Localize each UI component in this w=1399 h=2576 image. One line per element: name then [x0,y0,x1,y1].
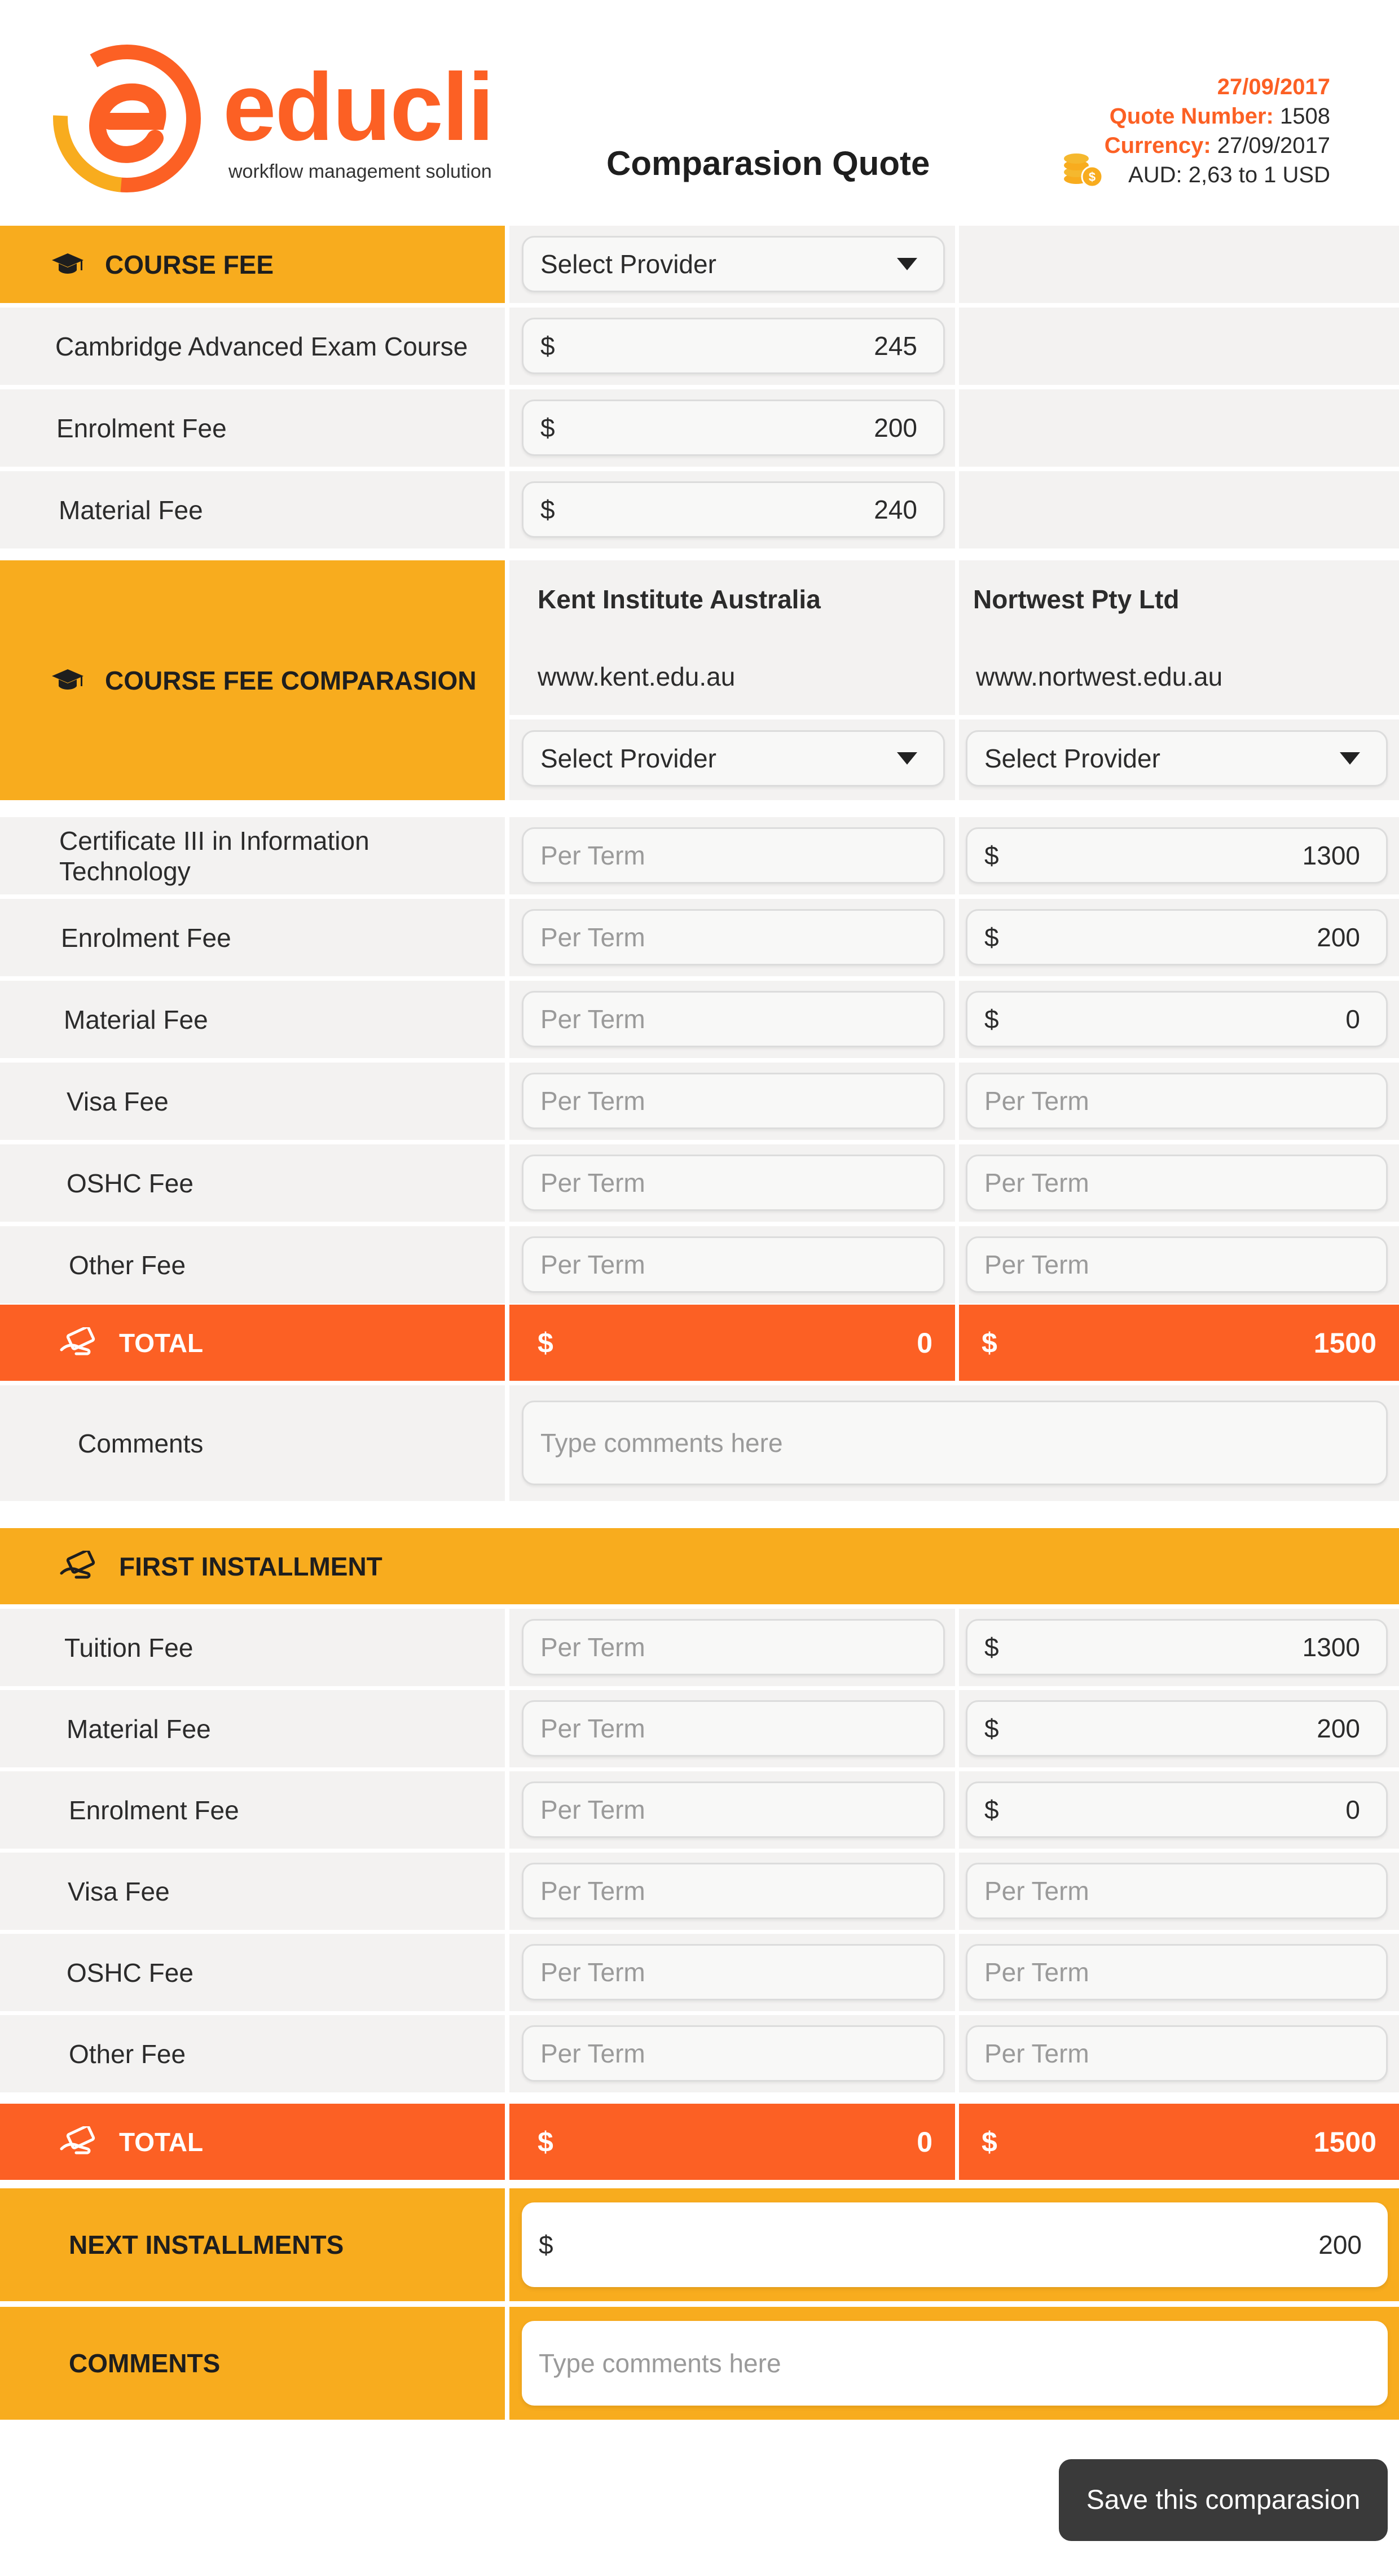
fee-value: 240 [874,495,917,524]
brand-tagline: workflow management solution [228,161,492,182]
placeholder: Per Term [984,1086,1089,1116]
final-comments-label: COMMENTS [0,2307,505,2420]
money-hand-icon [59,1551,99,1582]
course-fee-title: COURSE FEE [105,249,274,279]
provider-1-url[interactable]: www.kent.edu.au [509,638,955,715]
placeholder: Per Term [540,841,645,870]
currency-symbol: $ [984,923,999,952]
placeholder: Per Term [540,1876,645,1906]
provider-2-installment-input[interactable] [966,1863,1388,1919]
currency-symbol: $ [984,1633,999,1662]
fee-value: 245 [874,331,917,361]
fee-value: 1300 [1302,1633,1360,1662]
money-hand-icon [59,1327,99,1359]
installment-row-label: Visa Fee [0,1853,505,1930]
placeholder: Per Term [984,2039,1089,2068]
provider-2-total [959,1305,1399,1381]
installment-row-label: Enrolment Fee [0,1771,505,1849]
comparison-total-label: TOTAL [119,1328,204,1358]
quote-info [1105,72,1330,190]
caret-down-icon [897,752,917,765]
provider-2-installment-input[interactable] [966,2025,1388,2082]
material-fee-label: Material Fee [0,471,505,548]
provider-2-installment-input[interactable] [966,1781,1388,1838]
comparison-row-label: Enrolment Fee [0,899,505,976]
currency-label: Currency: [1104,133,1211,158]
placeholder: Per Term [540,1250,645,1279]
provider-1-select-label: Select Provider [540,744,716,773]
currency-symbol: $ [539,2230,553,2259]
fee-value: 200 [1317,923,1360,952]
provider-2-installment-input[interactable] [966,1619,1388,1675]
placeholder: Per Term [540,1086,645,1116]
course-fee-row-label: Cambridge Advanced Exam Course [0,308,505,385]
currency-symbol: $ [538,2126,553,2158]
course-fee-input[interactable] [522,318,945,374]
currency-symbol: $ [984,1714,999,1743]
placeholder: Per Term [540,1795,645,1824]
first-installment-header [0,1528,1399,1604]
total-value: 0 [917,1327,932,1359]
caret-down-icon [1340,752,1360,765]
currency-symbol: $ [982,1327,997,1359]
quote-date: 27/09/2017 [1217,74,1330,99]
provider-1-select[interactable] [522,730,945,787]
placeholder: Type comments here [539,2349,781,2378]
placeholder: Per Term [984,1958,1089,1987]
first-installment-title: FIRST INSTALLMENT [119,1551,382,1581]
provider-2-installment-input[interactable] [966,1944,1388,2000]
comparison-header [0,560,505,800]
money-hand-icon [59,2126,99,2158]
provider-1-installment-input[interactable] [522,1619,945,1675]
provider-1-installment-input[interactable] [522,2025,945,2082]
placeholder: Per Term [984,1168,1089,1197]
provider-1-fee-input[interactable] [522,1073,945,1129]
currency-symbol: $ [540,331,555,361]
total-value: 1500 [1313,1327,1376,1359]
comparison-row-label: Material Fee [0,981,505,1058]
quote-number-label: Quote Number: [1109,104,1274,129]
total-value: 0 [917,2126,932,2158]
svg-text:$: $ [1088,170,1096,184]
placeholder: Per Term [540,1714,645,1743]
placeholder: Per Term [540,1633,645,1662]
provider-1-installment-input[interactable] [522,1863,945,1919]
placeholder: Per Term [540,923,645,952]
installment-row-label: Material Fee [0,1690,505,1767]
provider-2-fee-input[interactable] [966,909,1388,966]
material-fee-input[interactable] [522,481,945,538]
installment-total-label: TOTAL [119,2127,204,2157]
fee-value: 200 [874,413,917,442]
provider-1-total [509,1305,955,1381]
currency-symbol: $ [540,495,555,524]
provider-2-url[interactable]: www.nortwest.edu.au [959,638,1399,715]
fee-value: 0 [1345,1004,1360,1034]
placeholder: Type comments here [540,1428,783,1458]
comparison-row-label: Visa Fee [0,1063,505,1140]
placeholder: Per Term [984,1250,1089,1279]
provider-2-select[interactable] [966,730,1388,787]
fee-value: 0 [1345,1795,1360,1824]
final-comments-textarea[interactable] [522,2321,1388,2406]
comparison-row-label: Other Fee [0,1226,505,1304]
provider-2-fee-input[interactable] [966,1073,1388,1129]
installment-row-label: Tuition Fee [0,1609,505,1686]
comments-label: Comments [0,1385,505,1501]
course-provider-select-label: Select Provider [540,249,716,279]
installment-total-label-cell [0,2104,505,2180]
educli-logo-icon [51,42,203,195]
provider-1-fee-input[interactable] [522,909,945,966]
placeholder: Per Term [540,2039,645,2068]
provider-1-name: Kent Institute Australia [509,560,955,638]
currency-symbol: $ [538,1327,553,1359]
quote-number: 1508 [1280,104,1330,129]
provider-1-installment-input[interactable] [522,1781,945,1838]
currency-symbol: $ [984,841,999,870]
enrolment-fee-label: Enrolment Fee [0,389,505,467]
graduation-cap-icon [51,668,85,693]
placeholder: Per Term [540,1958,645,1987]
currency-symbol: $ [982,2126,997,2158]
fee-value: 200 [1317,1714,1360,1743]
coins-icon [1061,144,1106,189]
course-fee-header [0,226,505,303]
provider-2-installment-total [959,2104,1399,2180]
caret-down-icon [897,258,917,270]
currency-date: 27/09/2017 [1217,133,1330,158]
provider-2-fee-input[interactable] [966,827,1388,884]
comparison-total-label-cell [0,1305,505,1381]
exchange-rate: AUD: 2,63 to 1 USD [1128,163,1330,187]
provider-1-installment-input[interactable] [522,1944,945,2000]
course-provider-select[interactable] [522,236,945,292]
provider-1-installment-total [509,2104,955,2180]
placeholder: Per Term [540,1168,645,1197]
provider-1-fee-input[interactable] [522,1236,945,1293]
provider-2-select-label: Select Provider [984,744,1160,773]
provider-2-fee-input[interactable] [966,1236,1388,1293]
provider-1-fee-input[interactable] [522,991,945,1047]
currency-symbol: $ [540,413,555,442]
next-installments-label: NEXT INSTALLMENTS [0,2188,505,2301]
graduation-cap-icon [51,252,85,277]
page-title: Comparasion Quote [606,144,930,182]
provider-1-fee-input[interactable] [522,1155,945,1211]
installment-value: 200 [1318,2230,1362,2259]
provider-2-name: Nortwest Pty Ltd [959,560,1399,638]
fee-value: 1300 [1302,841,1360,870]
enrolment-fee-input[interactable] [522,400,945,456]
installment-row-label: OSHC Fee [0,1934,505,2011]
comments-textarea[interactable] [522,1401,1388,1485]
installment-row-label: Other Fee [0,2015,505,2092]
save-comparison-button[interactable]: Save this comparasion [1059,2459,1388,2541]
provider-2-fee-input[interactable] [966,991,1388,1047]
currency-symbol: $ [984,1004,999,1034]
provider-1-fee-input[interactable] [522,827,945,884]
provider-1-installment-input[interactable] [522,1700,945,1757]
comparison-row-label: Certificate III in Information Technology [0,817,505,894]
comparison-title: COURSE FEE COMPARASION [105,665,477,695]
placeholder: Per Term [540,1004,645,1034]
comparison-row-label: OSHC Fee [0,1144,505,1222]
provider-2-installment-input[interactable] [966,1700,1388,1757]
brand-name: educli [223,54,494,161]
next-installments-input[interactable] [522,2202,1388,2287]
total-value: 1500 [1313,2126,1376,2158]
placeholder: Per Term [984,1876,1089,1906]
currency-symbol: $ [984,1795,999,1824]
provider-2-fee-input[interactable] [966,1155,1388,1211]
